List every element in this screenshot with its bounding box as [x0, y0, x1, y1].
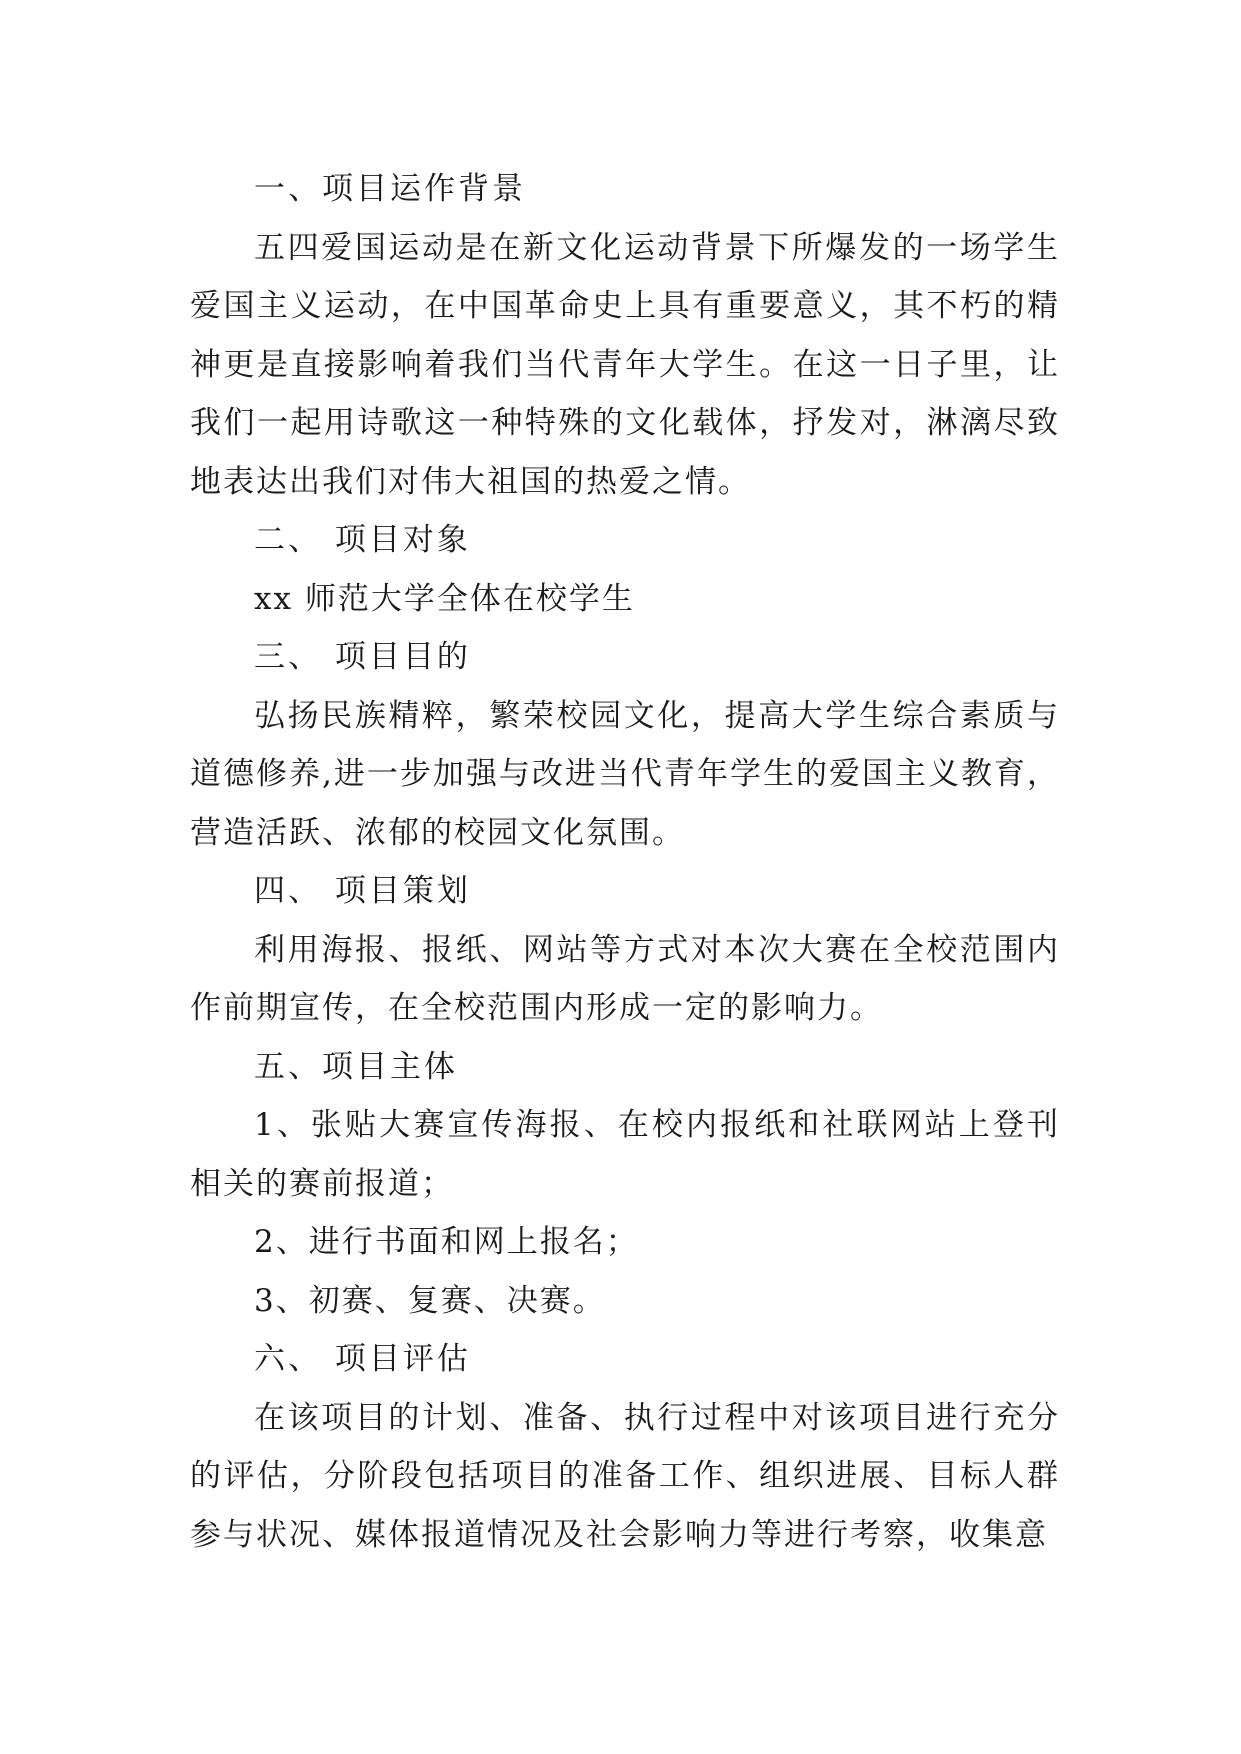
section-heading-audience: 二、 项目对象 [254, 522, 471, 558]
document-body [190, 160, 1060, 1564]
section-heading-background: 一、项目运作背景 [254, 171, 526, 207]
section-heading-main-body: 五、项目主体 [254, 1048, 458, 1085]
section-heading-evaluation: 六、 项目评估 [254, 1341, 471, 1377]
list-item-3: 3、初赛、复赛、决赛。 [254, 1282, 606, 1319]
list-item-2: 2、进行书面和网上报名； [254, 1224, 639, 1260]
paragraph-evaluation: 在该项目的计划、准备、执行过程中对该项目进行充分的评估，分阶段包括项目的准备工作、组织进展、目标人群参与状况、媒体报道情况及社会影响力等进行考察，收集意 [190, 1399, 1060, 1553]
paragraph-purpose: 弘扬民族精粹，繁荣校园文化，提高大学生综合素质与道德修养,进一步加强与改进当代青年学生的爱国主义教育，营造活跃、浓郁的校园文化氛围。 [190, 697, 1060, 851]
list-item-1: 1、张贴大赛宣传海报、在校内报纸和社联网站上登刊相关的赛前报道； [190, 1107, 1060, 1202]
paragraph-background: 五四爱国运动是在新文化运动背景下所爆发的一场学生爱国主义运动，在中国革命史上具有重要意义，其不朽的精神更是直接影响着我们当代青年大学生。在这一日子里，让我们一起用诗歌这一种特殊的文化载体，抒发对，淋漓尽致地表达出我们对伟大祖国的热爱之情。 [190, 229, 1060, 500]
section-heading-purpose: 三、 项目目的 [254, 639, 471, 675]
section-heading-planning: 四、 项目策划 [254, 873, 471, 909]
paragraph-audience: xx 师范大学全体在校学生 [254, 580, 635, 617]
paragraph-planning: 利用海报、报纸、网站等方式对本次大赛在全校范围内作前期宣传，在全校范围内形成一定的影响力。 [190, 931, 1060, 1026]
